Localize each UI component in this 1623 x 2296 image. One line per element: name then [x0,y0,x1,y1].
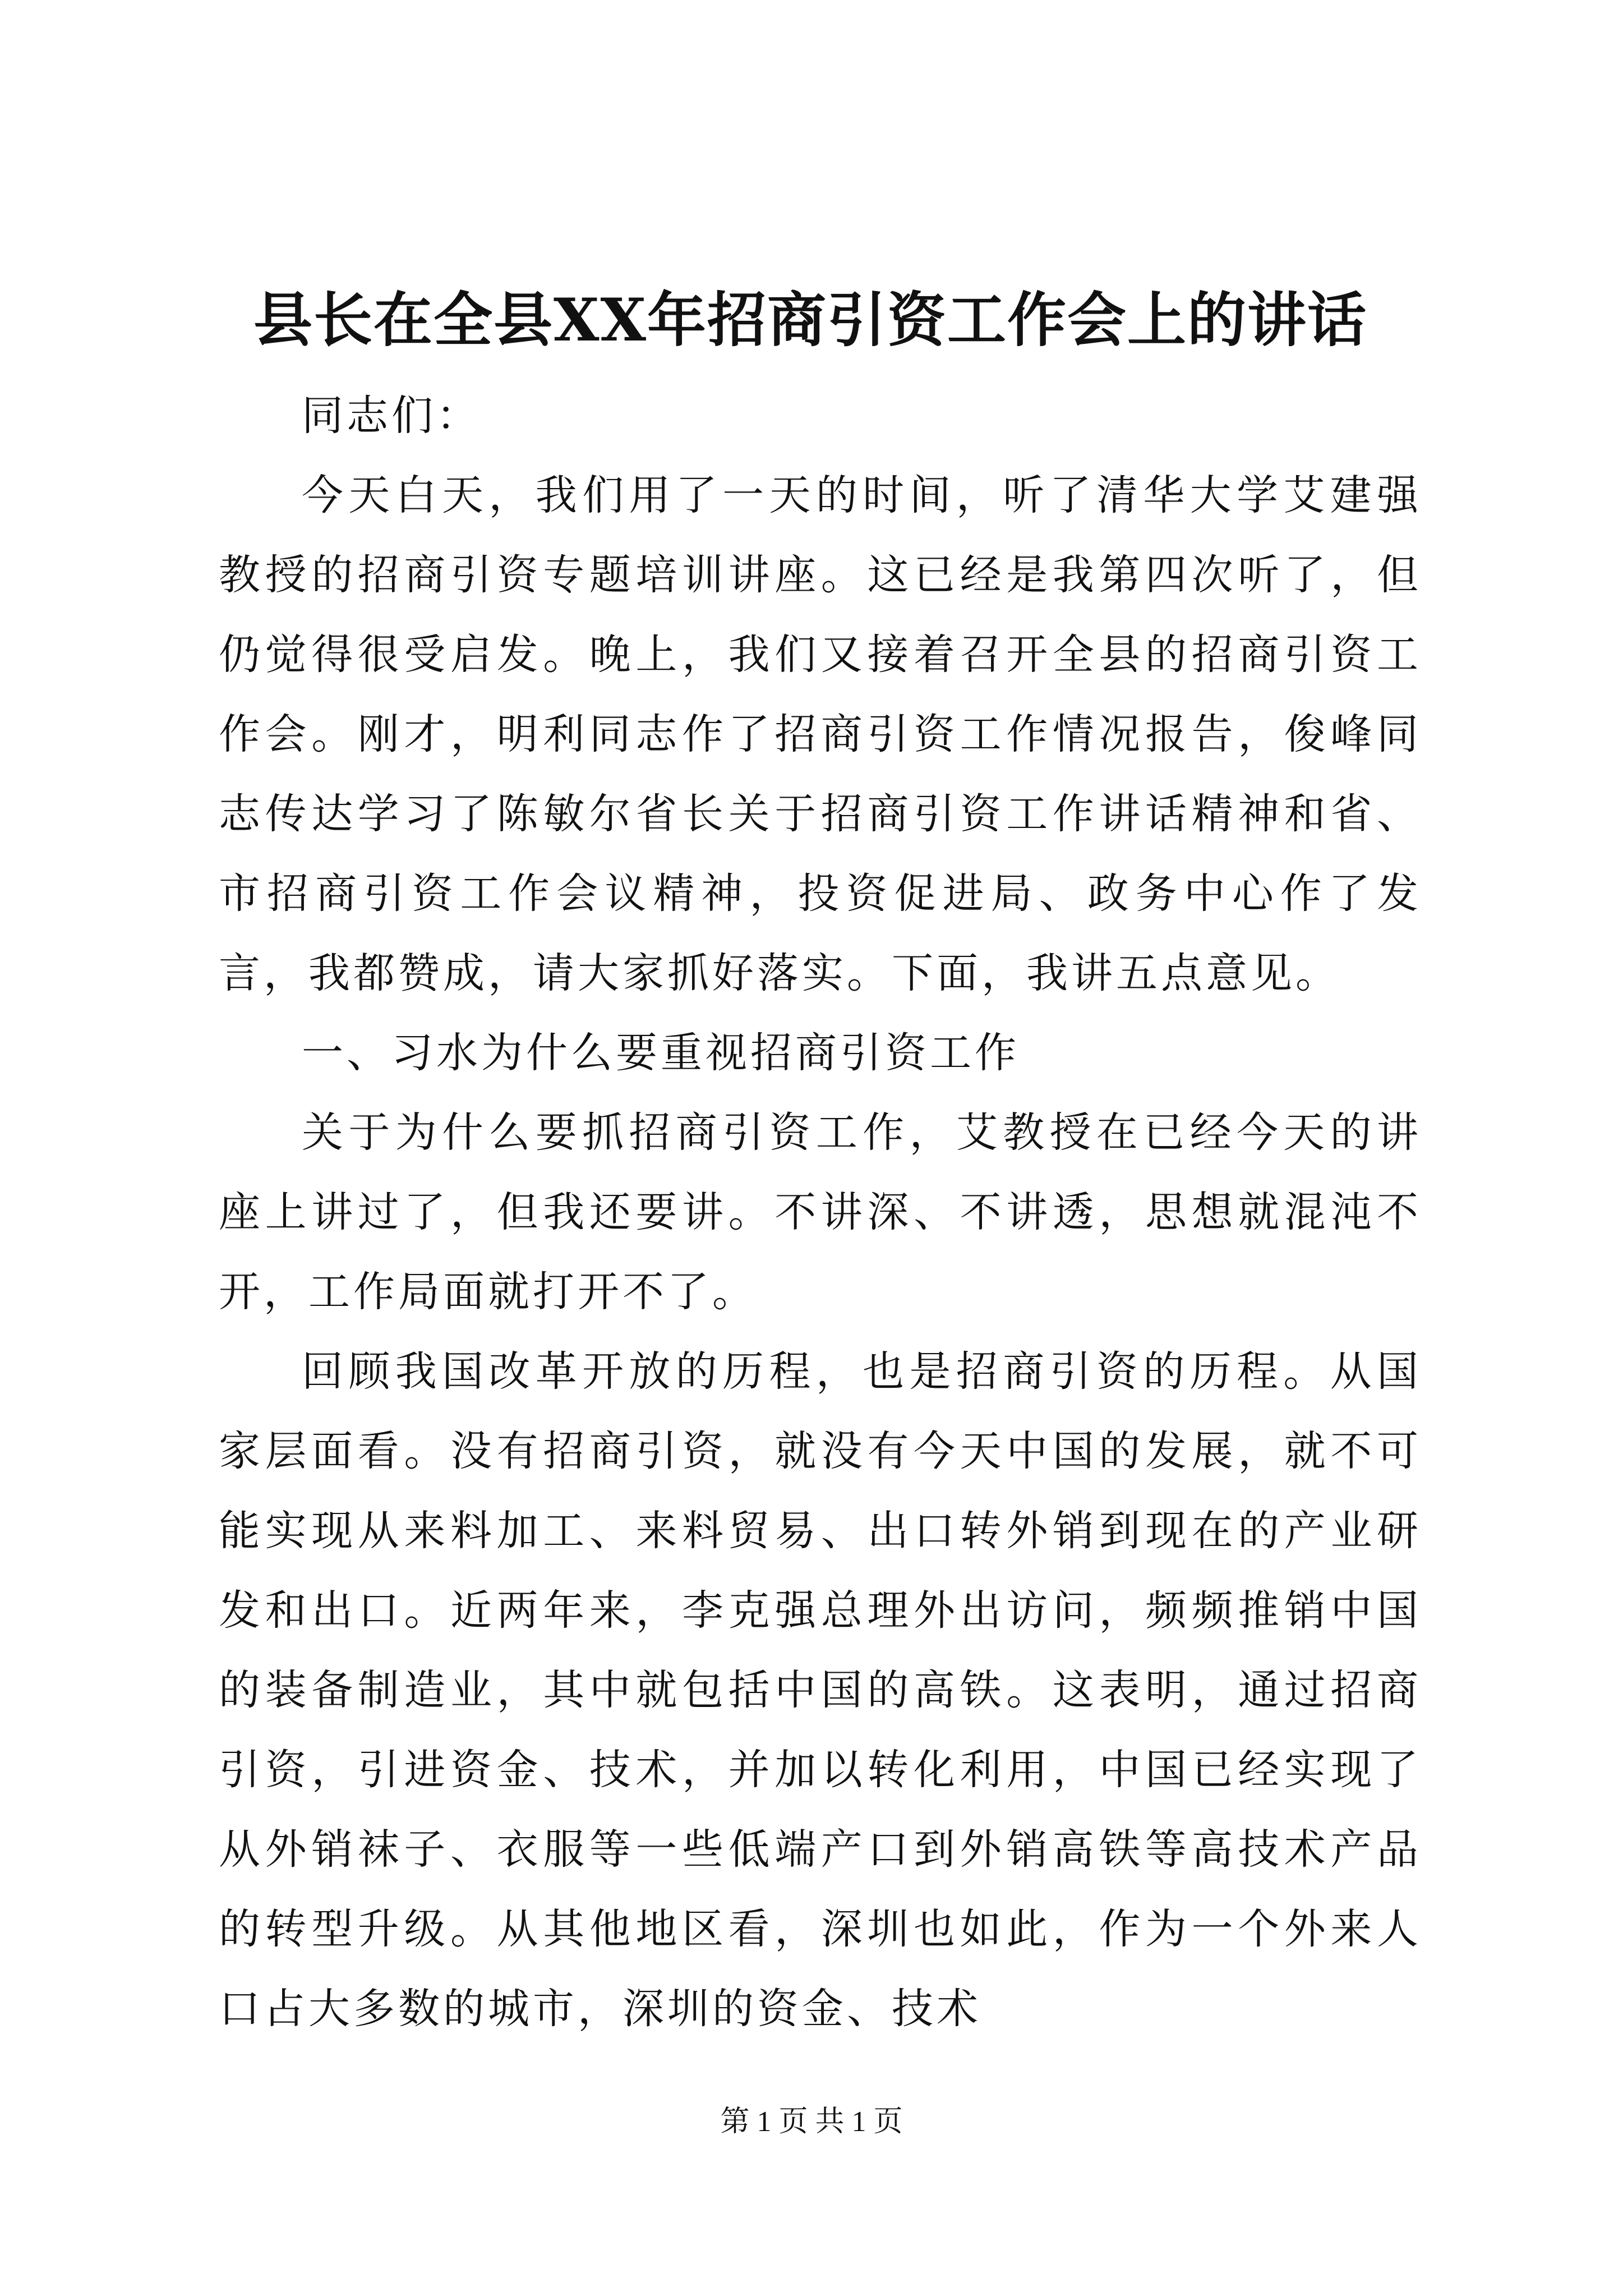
section-heading-1: 一、习水为什么要重视招商引资工作 [302,1029,1020,1077]
document-body [219,376,1422,2049]
salutation: 同志们： [302,392,481,440]
paragraph-history: 回顾我国改革开放的历程，也是招商引资的历程。从国家层面看。没有招商引资，就没有今天中国的发展，就不可能实现从来料加工、来料贸易、出口转外销到现在的产业研发和出口。近两年来，李克强总理外出访问，频频推销中国的装备制造业，其中就包括中国的高铁。这表明，通过招商引资，引进资金、技术，并加以转化利用，中国已经实现了从外销袜子、衣服等一些低端产口到外销高铁等高技术产品的转型升级。从其他地区看，深圳也如此，作为一个外来人口占大多数的城市，深圳的资金、技术 [219,1347,1422,2033]
paragraph-why: 关于为什么要抓招商引资工作，艾教授在已经今天的讲座上讲过了，但我还要讲。不讲深、不讲透，思想就混沌不开，工作局面就打开不了。 [219,1108,1422,1316]
paragraph-intro: 今天白天，我们用了一天的时间，听了清华大学艾建强教授的招商引资专题培训讲座。这已经是我第四次听了，但仍觉得很受启发。晚上，我们又接着召开全县的招商引资工作会。刚才，明利同志作了招商引资工作情况报告，俊峰同志传达学习了陈敏尔省长关于招商引资工作讲话精神和省、市招商引资工作会议精神，投资促进局、政务中心作了发言，我都赞成，请大家抓好落实。下面，我讲五点意见。 [219,471,1422,997]
document-title: 县长在全县XX年招商引资工作会上的讲话 [253,285,1367,355]
page-footer: 第 1 页 共 1 页 [720,2106,903,2138]
